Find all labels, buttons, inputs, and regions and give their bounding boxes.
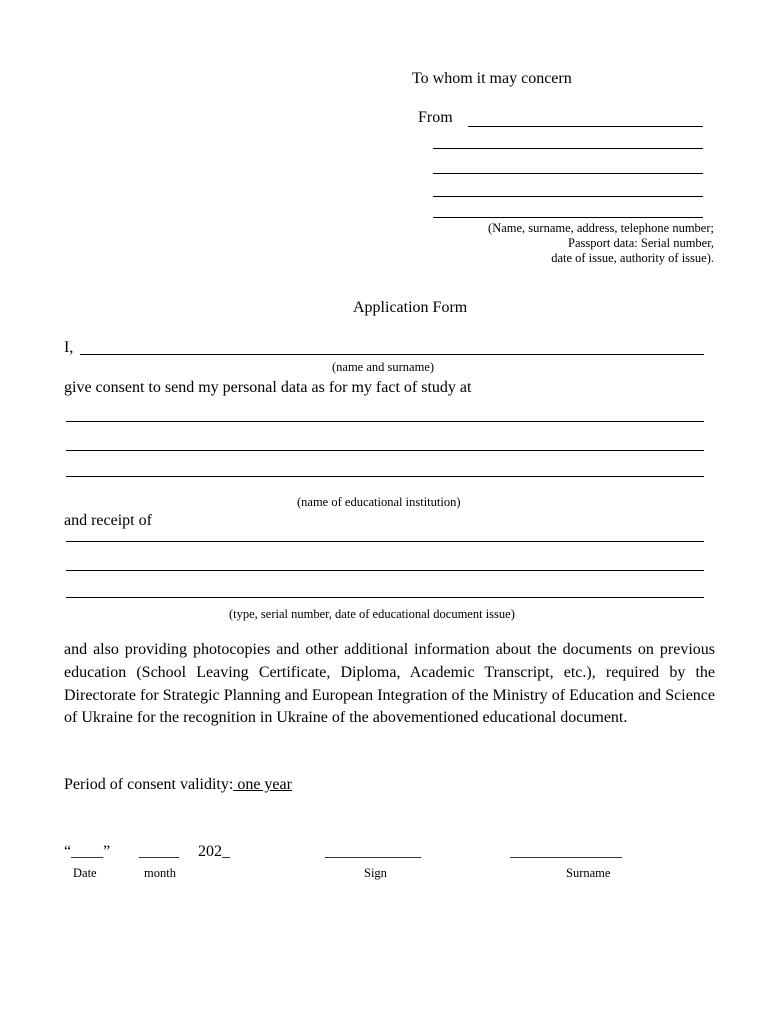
institution-line-3[interactable] <box>66 476 704 477</box>
receipt-label: and receipt of <box>64 512 152 529</box>
document-caption: (type, serial number, date of educational document issue) <box>229 607 515 621</box>
validity-row <box>64 776 292 794</box>
sender-note-line-3: date of issue, authority of issue). <box>551 251 714 265</box>
from-line-5[interactable] <box>433 217 703 218</box>
addressee: To whom it may concern <box>412 70 572 87</box>
institution-line-1[interactable] <box>66 421 704 422</box>
from-line-1[interactable] <box>468 126 703 127</box>
document-line-3[interactable] <box>66 597 704 598</box>
sign-caption: Sign <box>364 866 387 880</box>
institution-line-2[interactable] <box>66 450 704 451</box>
from-line-3[interactable] <box>433 173 703 174</box>
name-caption: (name and surname) <box>332 360 435 374</box>
surname-field[interactable]: ______________ <box>510 843 622 860</box>
from-label: From <box>418 109 453 126</box>
document-line-1[interactable] <box>66 541 704 542</box>
body-paragraph: and also providing photocopies and other additional information about the documents on previous education (School Leaving Certificate, Diploma, Academic Transcript, etc.), required by the Directorate for Strategic Planning and European Integration of the Ministry of Education and Science of Ukraine for the recognition in Ukraine of the abovementioned educational document. <box>64 641 715 727</box>
surname-caption: Surname <box>566 866 611 880</box>
document-line-2[interactable] <box>66 570 704 571</box>
validity-label: Period of consent validity: <box>64 776 234 793</box>
from-line-2[interactable] <box>433 148 703 149</box>
day-field[interactable]: “____” <box>64 843 111 860</box>
sign-field[interactable]: ____________ <box>325 843 421 860</box>
from-line-4[interactable] <box>433 196 703 197</box>
month-field[interactable]: _____ <box>139 843 179 860</box>
name-line[interactable] <box>80 354 704 355</box>
validity-value: one year <box>233 776 292 793</box>
sender-note-line-2: Passport data: Serial number, <box>568 236 714 250</box>
i-label: I, <box>64 339 74 356</box>
month-caption: month <box>144 866 176 880</box>
sender-note-line-1: (Name, surname, address, telephone number; <box>488 221 714 235</box>
form-title: Application Form <box>353 299 468 316</box>
institution-caption: (name of educational institution) <box>297 495 461 509</box>
year-field[interactable]: 202_ <box>198 843 230 860</box>
consent-text: give consent to send my personal data as for my fact of study at <box>64 379 472 396</box>
date-caption: Date <box>73 866 97 880</box>
